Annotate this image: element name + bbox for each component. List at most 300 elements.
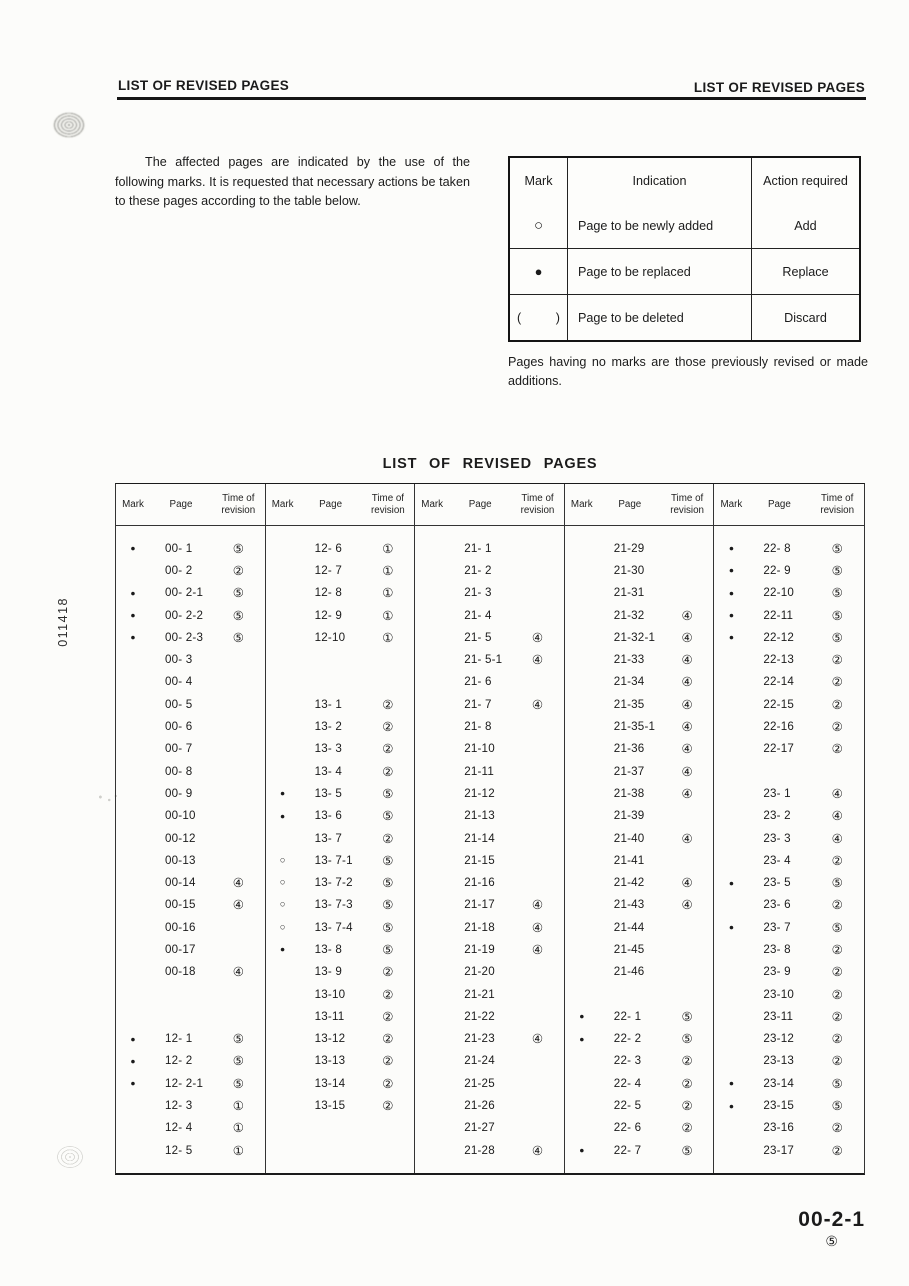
row-time-of-revision: ⑤ xyxy=(232,630,244,645)
revised-page-row xyxy=(415,582,564,604)
row-time-of-revision: ⑤ xyxy=(382,853,394,868)
row-time-of-revision: ④ xyxy=(681,764,693,779)
revised-table-column xyxy=(266,484,416,1173)
row-time-of-revision: ① xyxy=(232,1099,244,1114)
row-page-number: 13- 7-1 xyxy=(314,853,353,867)
row-time-of-revision: ⑤ xyxy=(382,942,394,957)
row-page-number: 21-37 xyxy=(613,764,645,778)
revised-page-row xyxy=(714,738,864,760)
row-time-of-revision: ④ xyxy=(831,809,843,824)
row-time-of-revision: ⑤ xyxy=(382,898,394,913)
revised-page-row xyxy=(266,671,415,693)
revised-page-row xyxy=(714,871,864,893)
row-time-of-revision: ⑤ xyxy=(232,608,244,623)
row-time-of-revision: ⑤ xyxy=(681,1009,693,1024)
revised-page-row xyxy=(116,1028,265,1050)
revised-page-row xyxy=(714,582,864,604)
revised-page-row xyxy=(565,604,714,626)
revised-page-row xyxy=(116,805,265,827)
column-header-label: Mark xyxy=(421,498,444,510)
revised-page-row xyxy=(116,1050,265,1072)
revised-page-row xyxy=(415,626,564,648)
row-page-number: 23- 1 xyxy=(763,786,791,800)
row-page-number: 21-17 xyxy=(464,898,495,912)
row-time-of-revision: ⑤ xyxy=(382,809,394,824)
revised-page-row xyxy=(714,827,864,849)
revised-page-row xyxy=(714,1005,864,1027)
mark-action: Replace xyxy=(782,264,829,279)
row-page-number: 21- 3 xyxy=(464,586,492,600)
row-mark: ● xyxy=(728,877,734,888)
row-page-number: 23-11 xyxy=(763,1009,794,1023)
revised-pages-table xyxy=(115,483,865,1175)
row-time-of-revision: ② xyxy=(382,742,394,757)
marks-table-row xyxy=(510,294,859,340)
column-header-label: Mark xyxy=(720,498,743,510)
row-page-number: 21-20 xyxy=(464,965,495,979)
column-header-label: Time of revision xyxy=(221,493,256,516)
revised-page-row xyxy=(565,1028,714,1050)
revised-page-row xyxy=(714,938,864,960)
row-mark: ● xyxy=(579,1033,585,1044)
row-mark: ○ xyxy=(279,854,286,866)
row-page-number: 12- 9 xyxy=(314,608,343,622)
row-time-of-revision: ② xyxy=(382,697,394,712)
revised-page-row xyxy=(415,537,564,559)
row-time-of-revision: ② xyxy=(681,1099,693,1114)
row-page-number: 21-45 xyxy=(613,942,645,956)
revised-page-row xyxy=(266,782,415,804)
row-mark: ● xyxy=(728,587,734,598)
row-time-of-revision: ② xyxy=(831,720,843,735)
row-page-number: 13-13 xyxy=(314,1054,346,1068)
row-time-of-revision: ② xyxy=(382,831,394,846)
row-page-number: 13- 5 xyxy=(314,786,343,800)
row-time-of-revision: ② xyxy=(831,1032,843,1047)
row-mark: ● xyxy=(728,922,734,933)
revised-page-row xyxy=(116,1094,265,1116)
marks-header-mark: Mark xyxy=(510,158,568,203)
column-header-label: Page xyxy=(319,498,343,510)
mark-symbol: ( ) xyxy=(510,295,568,340)
revised-page-row xyxy=(266,582,415,604)
row-time-of-revision: ⑤ xyxy=(831,563,843,578)
row-time-of-revision: ⑤ xyxy=(382,876,394,891)
revised-page-row xyxy=(116,1005,265,1027)
revised-page-row xyxy=(714,1139,864,1161)
row-time-of-revision: ② xyxy=(831,898,843,913)
revised-page-row xyxy=(415,961,564,983)
revised-page-row xyxy=(266,916,415,938)
row-mark: ● xyxy=(130,1033,136,1044)
row-mark: ● xyxy=(130,1078,136,1089)
revised-column-header xyxy=(415,484,564,526)
row-time-of-revision: ② xyxy=(681,1121,693,1136)
row-time-of-revision: ④ xyxy=(232,965,244,980)
row-time-of-revision: ⑤ xyxy=(831,541,843,556)
row-time-of-revision: ④ xyxy=(531,1143,544,1158)
revised-page-row xyxy=(415,715,564,737)
revised-page-row xyxy=(116,559,265,581)
row-time-of-revision: ② xyxy=(831,1009,843,1024)
revised-page-row xyxy=(714,693,864,715)
row-time-of-revision: ④ xyxy=(681,876,693,891)
revised-page-row xyxy=(116,1117,265,1139)
revised-page-row xyxy=(116,782,265,804)
sidebar-document-code: 011418 xyxy=(56,597,70,647)
row-page-number: 22-13 xyxy=(763,653,795,667)
revised-page-row xyxy=(266,849,415,871)
row-page-number: 21-33 xyxy=(613,653,645,667)
revised-page-row xyxy=(415,805,564,827)
row-page-number: 13- 7-4 xyxy=(314,920,353,934)
revised-page-row xyxy=(266,760,415,782)
row-page-number: 21-44 xyxy=(613,920,645,934)
column-header-label: Time of revision xyxy=(670,493,704,516)
revised-page-row xyxy=(565,894,714,916)
row-time-of-revision: ④ xyxy=(681,630,693,645)
row-page-number: 21-46 xyxy=(613,965,645,979)
revised-page-row xyxy=(714,559,864,581)
revised-page-row xyxy=(116,849,265,871)
revised-page-row xyxy=(714,805,864,827)
row-page-number: 21-36 xyxy=(613,742,645,756)
row-time-of-revision: ⑤ xyxy=(831,1099,843,1114)
row-page-number: 23- 4 xyxy=(763,853,791,867)
row-page-number: 21-39 xyxy=(613,809,645,823)
revised-table-column xyxy=(415,484,565,1173)
row-page-number: 23-14 xyxy=(763,1076,795,1090)
row-page-number: 22-15 xyxy=(763,697,795,711)
row-time-of-revision: ④ xyxy=(831,786,843,801)
row-page-number: 00- 2 xyxy=(165,563,193,577)
row-mark: ● xyxy=(130,632,136,643)
revised-page-row xyxy=(415,782,564,804)
row-page-number: 00-10 xyxy=(165,809,196,823)
row-page-number: 13- 1 xyxy=(314,697,343,711)
row-page-number: 22-16 xyxy=(763,720,795,734)
row-page-number: 22-10 xyxy=(763,586,795,600)
row-page-number: 12-10 xyxy=(314,630,346,644)
row-mark: ● xyxy=(728,565,734,576)
revised-page-row xyxy=(415,871,564,893)
revised-column-header xyxy=(565,484,714,526)
row-page-number: 21-19 xyxy=(464,942,495,956)
revised-table-column xyxy=(565,484,715,1173)
row-page-number: 23-15 xyxy=(763,1099,795,1113)
row-page-number: 00- 5 xyxy=(165,697,193,711)
row-time-of-revision: ② xyxy=(681,1076,693,1091)
row-time-of-revision: ② xyxy=(382,965,394,980)
revised-page-row xyxy=(415,1094,564,1116)
row-page-number: 21-34 xyxy=(613,675,645,689)
row-page-number: 21-43 xyxy=(613,898,645,912)
revised-page-row xyxy=(266,983,415,1005)
revised-page-row xyxy=(266,648,415,670)
row-time-of-revision: ⑤ xyxy=(831,876,843,891)
revised-page-row xyxy=(714,626,864,648)
row-time-of-revision: ⑤ xyxy=(831,630,843,645)
revised-page-row xyxy=(714,1117,864,1139)
row-time-of-revision: ④ xyxy=(681,675,693,690)
row-page-number: 22-14 xyxy=(763,675,795,689)
revised-page-row xyxy=(415,559,564,581)
revised-page-row xyxy=(565,671,714,693)
revised-page-row xyxy=(565,1117,714,1139)
row-time-of-revision: ⑤ xyxy=(382,920,394,935)
row-time-of-revision: ④ xyxy=(831,831,843,846)
revised-page-row xyxy=(415,1005,564,1027)
row-mark: ● xyxy=(728,632,734,643)
row-time-of-revision: ② xyxy=(831,965,843,980)
row-time-of-revision: ④ xyxy=(681,697,693,712)
row-time-of-revision: ② xyxy=(382,1099,394,1114)
row-page-number: 22- 4 xyxy=(613,1076,642,1090)
revised-page-row xyxy=(565,582,714,604)
marks-table-body xyxy=(510,203,859,340)
revised-page-row xyxy=(565,849,714,871)
revised-page-row xyxy=(565,983,714,1005)
row-time-of-revision: ⑤ xyxy=(681,1143,693,1158)
row-time-of-revision: ① xyxy=(382,586,394,601)
row-page-number: 21-13 xyxy=(464,809,495,823)
mark-indication: Page to be replaced xyxy=(568,249,752,294)
header-right-title: LIST OF REVISED PAGES xyxy=(693,80,865,95)
revised-page-row xyxy=(565,648,714,670)
row-page-number: 21-22 xyxy=(464,1009,495,1023)
row-page-number: 22- 5 xyxy=(613,1099,642,1113)
revised-page-row xyxy=(714,715,864,737)
revised-page-row xyxy=(565,827,714,849)
revised-page-row xyxy=(266,1072,415,1094)
revised-page-row xyxy=(116,916,265,938)
row-time-of-revision: ⑤ xyxy=(232,541,244,556)
row-page-number: 13- 7 xyxy=(314,831,343,845)
row-page-number: 21-10 xyxy=(464,742,495,756)
revised-page-row xyxy=(415,1117,564,1139)
row-page-number: 13- 2 xyxy=(314,720,343,734)
row-mark: ● xyxy=(130,587,136,598)
row-time-of-revision: ① xyxy=(382,563,394,578)
revised-page-row xyxy=(415,894,564,916)
row-time-of-revision: ④ xyxy=(681,831,693,846)
footer-page-number: 00-2-1 xyxy=(798,1208,865,1231)
revised-page-row xyxy=(565,805,714,827)
column-header-label: Page xyxy=(169,498,193,510)
row-page-number: 21-26 xyxy=(464,1099,495,1113)
row-page-number: 12- 4 xyxy=(165,1121,193,1135)
revised-page-row xyxy=(266,805,415,827)
revised-page-row xyxy=(565,537,714,559)
revised-page-row xyxy=(116,760,265,782)
revised-page-row xyxy=(415,827,564,849)
row-page-number: 12- 5 xyxy=(165,1143,193,1157)
row-time-of-revision: ④ xyxy=(232,898,244,913)
row-time-of-revision: ④ xyxy=(681,720,693,735)
revised-page-row xyxy=(565,1094,714,1116)
mark-action: Discard xyxy=(784,310,827,325)
row-mark: ● xyxy=(728,610,734,621)
row-page-number: 23-10 xyxy=(763,987,795,1001)
row-mark: ● xyxy=(130,543,136,554)
revised-page-row xyxy=(565,1072,714,1094)
scan-artifact xyxy=(57,1146,83,1168)
row-time-of-revision: ④ xyxy=(531,942,544,957)
revised-page-row xyxy=(116,626,265,648)
revised-page-row xyxy=(266,626,415,648)
row-time-of-revision: ④ xyxy=(681,608,693,623)
mark-symbol: ● xyxy=(510,249,568,294)
row-page-number: 21- 4 xyxy=(464,608,492,622)
mark-action: Add xyxy=(794,218,817,233)
column-header-label: Time of revision xyxy=(820,493,855,516)
row-page-number: 22- 8 xyxy=(763,541,791,555)
revised-page-row xyxy=(266,961,415,983)
revised-page-row xyxy=(116,871,265,893)
revised-page-row xyxy=(415,1028,564,1050)
column-header-label: Mark xyxy=(271,498,294,510)
revised-page-row xyxy=(415,1139,564,1161)
row-page-number: 00- 9 xyxy=(165,786,193,800)
column-header-label: Page xyxy=(618,498,642,510)
row-time-of-revision: ⑤ xyxy=(831,920,843,935)
row-page-number: 13-10 xyxy=(314,987,346,1001)
marks-table-header-row xyxy=(510,158,859,203)
row-page-number: 21- 2 xyxy=(464,563,492,577)
revised-page-row xyxy=(714,760,864,782)
revised-page-row xyxy=(415,738,564,760)
column-header-label: Page xyxy=(767,498,791,510)
revised-page-row xyxy=(266,693,415,715)
revised-page-row xyxy=(266,1050,415,1072)
marks-legend-table xyxy=(508,156,861,342)
row-page-number: 22- 2 xyxy=(613,1032,642,1046)
row-time-of-revision: ④ xyxy=(681,898,693,913)
revised-page-row xyxy=(266,827,415,849)
revised-page-row xyxy=(116,894,265,916)
row-time-of-revision: ② xyxy=(831,853,843,868)
row-page-number: 22-11 xyxy=(763,608,794,622)
revised-page-row xyxy=(266,1117,415,1139)
row-time-of-revision: ② xyxy=(382,987,394,1002)
revised-page-row xyxy=(714,782,864,804)
revised-page-row xyxy=(266,559,415,581)
row-time-of-revision: ④ xyxy=(531,630,544,645)
row-time-of-revision: ⑤ xyxy=(232,1076,244,1091)
row-page-number: 21-14 xyxy=(464,831,495,845)
row-page-number: 00-13 xyxy=(165,853,196,867)
row-page-number: 13- 9 xyxy=(314,965,343,979)
row-page-number: 23-16 xyxy=(763,1121,795,1135)
row-page-number: 23-13 xyxy=(763,1054,795,1068)
revised-page-row xyxy=(266,1139,415,1161)
row-time-of-revision: ④ xyxy=(681,786,693,801)
row-mark: ● xyxy=(130,610,136,621)
row-page-number: 22- 3 xyxy=(613,1054,642,1068)
revised-page-row xyxy=(266,604,415,626)
marks-note: Pages having no marks are those previously revised or made additions. xyxy=(508,355,868,388)
row-time-of-revision: ④ xyxy=(232,876,244,891)
revised-page-row xyxy=(266,715,415,737)
column-header-label: Time of revision xyxy=(371,493,405,516)
revised-page-row xyxy=(565,626,714,648)
row-page-number: 22- 7 xyxy=(613,1143,642,1157)
revised-page-row xyxy=(565,738,714,760)
row-page-number: 21-42 xyxy=(613,876,645,890)
revised-page-row xyxy=(415,1050,564,1072)
revised-page-row xyxy=(116,961,265,983)
revised-page-row xyxy=(714,1072,864,1094)
row-page-number: 21-30 xyxy=(613,563,645,577)
mark-indication: Page to be deleted xyxy=(568,295,752,340)
row-time-of-revision: ② xyxy=(232,563,244,578)
column-header-label: Mark xyxy=(570,498,593,510)
revised-page-row xyxy=(415,1072,564,1094)
revised-table-column xyxy=(116,484,266,1173)
row-page-number: 21-35 xyxy=(613,697,645,711)
row-page-number: 00- 8 xyxy=(165,764,193,778)
row-time-of-revision: ② xyxy=(831,942,843,957)
marks-header-indication: Indication xyxy=(568,158,752,203)
row-page-number: 12- 1 xyxy=(165,1032,193,1046)
footer-revision-mark: ⑤ xyxy=(825,1233,838,1249)
row-page-number: 13- 7-2 xyxy=(314,876,353,890)
revised-page-row xyxy=(714,648,864,670)
revised-column-header xyxy=(266,484,415,526)
row-time-of-revision: ② xyxy=(831,1143,843,1158)
row-page-number: 21-15 xyxy=(464,853,495,867)
row-time-of-revision: ② xyxy=(382,1032,394,1047)
row-time-of-revision: ⑤ xyxy=(232,586,244,601)
row-time-of-revision: ⑤ xyxy=(831,586,843,601)
revised-page-row xyxy=(714,961,864,983)
revised-page-row xyxy=(116,582,265,604)
row-time-of-revision: ④ xyxy=(681,653,693,668)
row-page-number: 23- 7 xyxy=(763,920,791,934)
row-page-number: 21-25 xyxy=(464,1076,495,1090)
revised-page-row xyxy=(714,537,864,559)
revised-page-row xyxy=(266,1028,415,1050)
row-mark: ● xyxy=(280,788,286,799)
revised-page-row xyxy=(714,1050,864,1072)
revised-page-row xyxy=(565,559,714,581)
row-page-number: 23- 6 xyxy=(763,898,791,912)
row-time-of-revision: ④ xyxy=(531,898,544,913)
row-page-number: 13-11 xyxy=(314,1009,345,1023)
row-page-number: 13- 8 xyxy=(314,942,343,956)
row-page-number: 21-35-1 xyxy=(613,720,656,734)
row-time-of-revision: ② xyxy=(681,1054,693,1069)
row-page-number: 21- 7 xyxy=(464,697,492,711)
revised-table-title: LIST OF REVISED PAGES xyxy=(382,456,598,472)
row-page-number: 23- 5 xyxy=(763,876,791,890)
row-page-number: 21-29 xyxy=(613,541,645,555)
row-page-number: 13- 7-3 xyxy=(314,898,353,912)
row-page-number: 21-24 xyxy=(464,1054,495,1068)
revised-page-row xyxy=(415,693,564,715)
row-time-of-revision: ② xyxy=(831,1054,843,1069)
row-page-number: 21-38 xyxy=(613,786,645,800)
revised-page-row xyxy=(266,871,415,893)
row-page-number: 00-14 xyxy=(165,876,196,890)
row-mark: ○ xyxy=(279,899,286,911)
revised-page-row xyxy=(714,894,864,916)
revised-page-row xyxy=(116,1139,265,1161)
header-rule xyxy=(117,97,866,100)
revised-table-column xyxy=(714,484,864,1173)
row-page-number: 21-23 xyxy=(464,1032,495,1046)
row-time-of-revision: ④ xyxy=(531,920,544,935)
